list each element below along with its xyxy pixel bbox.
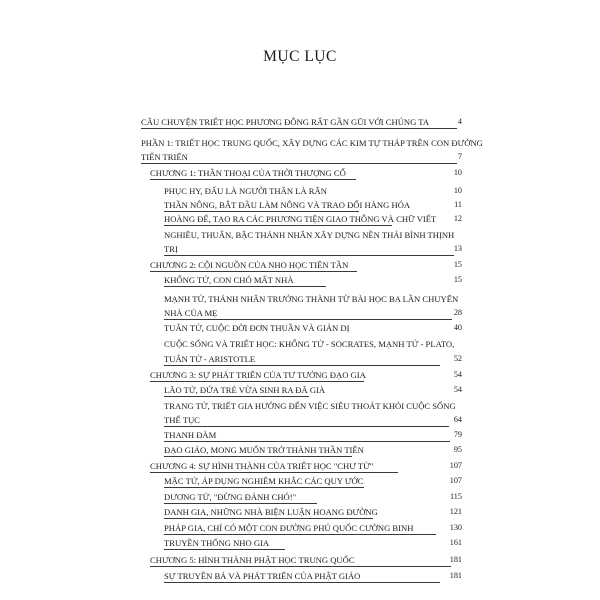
toc-leader-rule: [150, 472, 398, 473]
toc-leader-rule: [164, 365, 440, 366]
toc-entry[interactable]: [164, 308, 217, 318]
toc-entry-title: TRỊ: [164, 244, 178, 254]
toc-entry-title: SỰ TRUYỀN BÁ VÀ PHÁT TRIỂN CỦA PHẬT GIÁO: [164, 571, 361, 581]
toc-entry[interactable]: [164, 430, 216, 440]
toc-entry-title: CHƯƠNG 4: SỰ HÌNH THÀNH CỦA TRIẾT HỌC "CHƯ TỬ": [150, 461, 374, 471]
toc-entry[interactable]: [150, 260, 348, 270]
toc-leader-rule: [164, 503, 317, 504]
toc-entry[interactable]: [164, 294, 458, 304]
toc-entry[interactable]: [150, 370, 366, 380]
toc-leader-rule: [150, 381, 364, 382]
toc-entry[interactable]: [164, 323, 349, 333]
toc-entry-title: CHƯƠNG 2: CỘI NGUỒN CỦA NHO HỌC TIÊN TẦN: [150, 260, 349, 270]
toc-entry-title: PHỤC HY, ĐẤU LÀ NGƯỜI THÂN LÀ RẮN: [164, 186, 327, 196]
toc-entry[interactable]: [164, 507, 378, 517]
toc-entry-title: TUÂN TỬ - ARISTOTLE: [164, 354, 256, 364]
toc-entry-title: DANH GIA, NHỮNG NHÀ BIỆN LUẬN HOANG ĐƯỜNG: [164, 507, 378, 517]
toc-entry[interactable]: [164, 214, 436, 224]
toc-entry[interactable]: [164, 415, 200, 425]
toc-page-number: 15: [453, 275, 462, 284]
toc-page-number: 10: [453, 168, 462, 177]
toc-page-number: 107: [449, 461, 462, 470]
toc-entry-title: NHÀ CỦA MẸ: [164, 308, 218, 318]
toc-page-number: 10: [453, 186, 462, 195]
toc-leader-rule: [164, 255, 454, 256]
toc-entry[interactable]: [150, 168, 346, 178]
toc-entry-title: NGHIÊU, THUẤN, BẬC THÁNH NHÂN XÂY DỰNG NỀN THÁI BÌNH THỊNH: [164, 230, 455, 240]
toc-page-number: 13: [453, 244, 462, 253]
toc-entry[interactable]: [164, 339, 454, 349]
toc-leader-rule: [164, 487, 364, 488]
toc-leader-rule: [164, 549, 285, 550]
toc-page-number: 161: [449, 538, 462, 547]
toc-leader-rule: [164, 396, 309, 397]
toc-page-number: 130: [449, 523, 462, 532]
toc-entry[interactable]: [141, 152, 188, 162]
toc-leader-rule: [164, 441, 450, 442]
toc-entry-title: DƯƠNG TỬ, "ĐỪNG ĐÁNH CHÓ!": [164, 492, 297, 502]
toc-entry-title: PHÁP GIA, CHỈ CÓ MỘT CON ĐƯỜNG PHÚ QUỐC CƯỜNG BINH: [164, 523, 414, 533]
toc-entry-title: KHỔNG TỬ, CON CHÓ MẤT NHÀ: [164, 275, 294, 285]
toc-entry[interactable]: [141, 138, 483, 148]
toc-entry-title: CUỘC SỐNG VÀ TRIẾT HỌC: KHỔNG TỬ - SOCRATES, MẠNH TỬ - PLATO,: [164, 339, 455, 349]
toc-entry[interactable]: [164, 385, 325, 395]
toc-entry-title: LÃO TỬ, ĐỨA TRẺ VỪA SINH RA ĐÃ GIÀ: [164, 385, 326, 395]
toc-entry[interactable]: [164, 354, 255, 364]
toc-entry[interactable]: [150, 461, 373, 471]
toc-page-number: 28: [453, 308, 462, 317]
toc-page-number: 64: [453, 415, 462, 424]
toc-leader-rule: [164, 518, 373, 519]
toc-page-number: 40: [453, 323, 462, 332]
toc-entry[interactable]: [150, 555, 355, 565]
toc-leader-rule: [164, 426, 449, 427]
toc-entry[interactable]: [164, 492, 296, 502]
toc-entry-title: PHẦN 1: TRIẾT HỌC TRUNG QUỐC, XÂY DỰNG CÁC KIM TỰ THÁP TRÊN CON ĐƯỜNG: [141, 138, 483, 148]
toc-page-number: 79: [453, 430, 462, 439]
toc-leader-rule: [150, 271, 357, 272]
toc-leader-rule: [164, 211, 359, 212]
toc-leader-rule: [141, 163, 457, 164]
toc-entry[interactable]: [164, 445, 364, 455]
toc-page-number: 54: [453, 370, 462, 379]
toc-entry-title: TIẾN TRIỂN: [141, 152, 188, 162]
toc-entry-title: HOÀNG ĐẾ, TẠO RA CÁC PHƯƠNG TIỆN GIAO THÔNG VÀ CHỮ VIẾT: [164, 214, 437, 224]
toc-entry[interactable]: [164, 523, 413, 533]
toc-entry-title: THẾ TỤC: [164, 415, 200, 425]
toc-entry-title: THẦN NÔNG, BẮT ĐẦU LÀM NÔNG VÀ TRAO ĐỔI HÀNG HÓA: [164, 200, 411, 210]
toc-leader-rule: [164, 534, 436, 535]
toc-entry-title: TUÂN TỬ, CUỘC ĐỜI ĐƠN THUẦN VÀ GIẢN DỊ: [164, 323, 350, 333]
toc-entry[interactable]: [164, 244, 178, 254]
toc-entry[interactable]: [164, 186, 327, 196]
toc-entry-title: MẶC TỬ, ÁP DỤNG NGHIÊM KHẮC CÁC QUY ƯỚC: [164, 476, 364, 486]
toc-entry[interactable]: [164, 230, 454, 240]
toc-page-number: 15: [453, 260, 462, 269]
toc-entry[interactable]: [164, 538, 269, 548]
toc-leader-rule: [150, 566, 451, 567]
toc-page-number: 121: [449, 507, 462, 516]
toc-page-number: 52: [453, 354, 462, 363]
toc-leader-rule: [141, 128, 457, 129]
toc-entry-title: TRUYỀN THỐNG NHO GIA: [164, 538, 270, 548]
toc-entry[interactable]: [164, 401, 456, 411]
toc-entry[interactable]: [164, 571, 360, 581]
toc-entry-title: THANH ĐÀM: [164, 430, 217, 440]
toc-entry[interactable]: [141, 117, 429, 127]
toc-entry-title: CHƯƠNG 5: HÌNH THÀNH PHẬT HỌC TRUNG QUỐC: [150, 555, 355, 565]
toc-page-number: 11: [454, 200, 462, 209]
toc-entry-title: CÂU CHUYỆN TRIẾT HỌC PHƯƠNG ĐÔNG RẤT GẦN GŨI VỚI CHÚNG TA: [141, 117, 430, 127]
toc-page-number: 12: [453, 214, 462, 223]
page-title: MỤC LỤC: [263, 48, 337, 65]
toc-entry[interactable]: [164, 275, 294, 285]
toc-page-number: 95: [453, 445, 462, 454]
toc-leader-rule: [150, 179, 356, 180]
toc-entry-title: ĐẠO GIÁO, MONG MUỐN TRỞ THÀNH THẦN TIÊN: [164, 445, 364, 455]
toc-page-number: 115: [450, 492, 462, 501]
toc-entry[interactable]: [164, 200, 410, 210]
toc-leader-rule: [164, 286, 326, 287]
toc-entry[interactable]: [164, 476, 363, 486]
toc-leader-rule: [164, 582, 440, 583]
toc-leader-rule: [164, 319, 452, 320]
toc-page-number: 7: [457, 152, 462, 161]
toc-leader-rule: [164, 225, 392, 226]
toc-entry-title: CHƯƠNG 3: SỰ PHÁT TRIỂN CỦA TƯ TƯỞNG ĐẠO GIA: [150, 370, 366, 380]
toc-entry-title: MẠNH TỬ, THÁNH NHÂN TRƯỞNG THÀNH TỪ BÀI HỌC BA LẦN CHUYỂN: [164, 294, 459, 304]
toc-page-number: 54: [453, 385, 462, 394]
toc-entry-title: CHƯƠNG 1: THẦN THOẠI CỦA THỜI THƯỢNG CỔ: [150, 168, 346, 178]
toc-entry-title: TRANG TỬ, TRIẾT GIA HƯỚNG ĐẾN VIỆC SIÊU THOÁT KHỎI CUỘC SỐNG: [164, 401, 456, 411]
toc-page-number: 107: [449, 476, 462, 485]
toc-page-number: 4: [457, 117, 462, 126]
toc-page-number: 181: [449, 571, 462, 580]
toc-page-number: 181: [449, 555, 462, 564]
toc-leader-rule: [164, 456, 352, 457]
